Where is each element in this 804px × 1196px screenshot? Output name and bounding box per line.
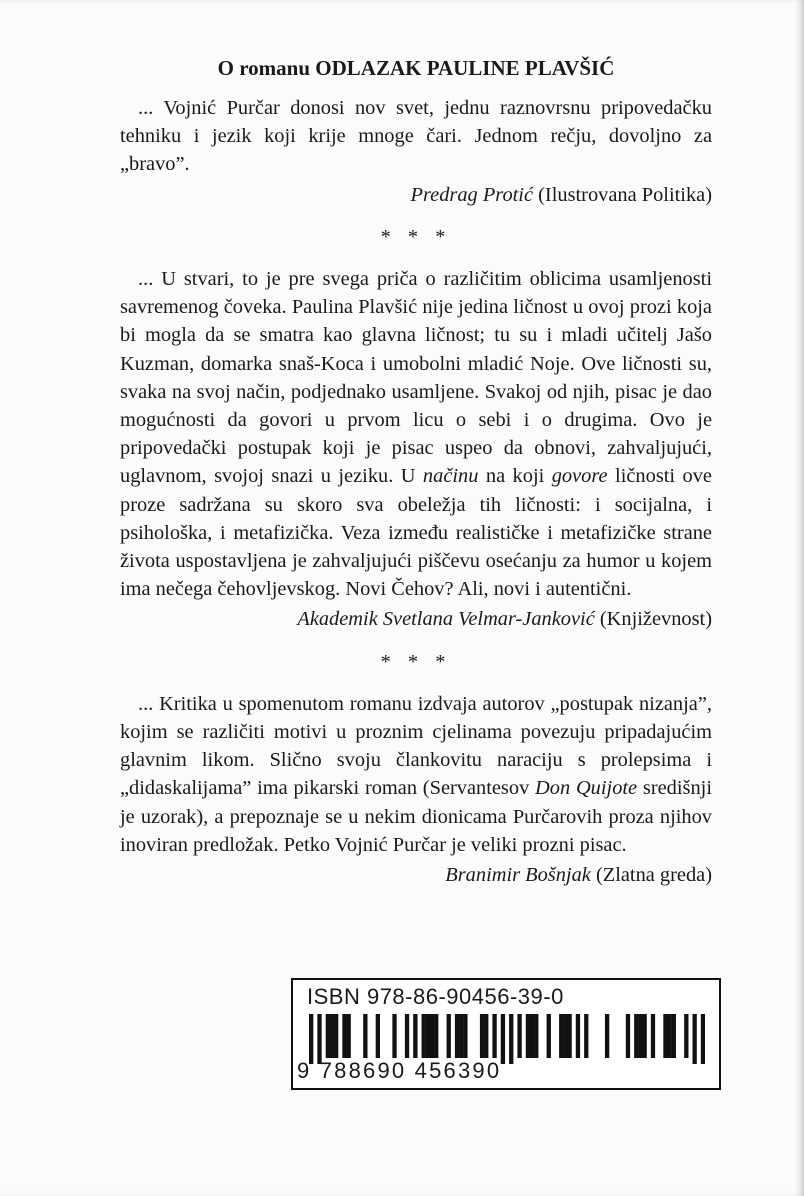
- review-author-3: Branimir Bošnjak: [445, 864, 591, 887]
- barcode-bar: [405, 1014, 409, 1058]
- barcode-bar: [309, 1014, 313, 1064]
- barcode-bar: [605, 1014, 609, 1058]
- review-attribution-3: [120, 861, 712, 889]
- barcode-bar: [534, 1014, 538, 1058]
- review-author-1: Predrag Protić: [410, 183, 534, 206]
- barcode-bar: [547, 1014, 551, 1058]
- barcode-bar: [509, 1014, 513, 1064]
- section-separator-1: * * *: [380, 225, 452, 248]
- barcode-bar: [480, 1014, 484, 1058]
- barcode-bar: [413, 1014, 417, 1058]
- barcode-bar: [634, 1014, 638, 1058]
- review-attribution-1: [120, 181, 712, 209]
- barcode-bar: [447, 1014, 451, 1058]
- barcode-bar: [642, 1014, 646, 1058]
- barcode-bar: [651, 1014, 655, 1058]
- review-2-italic-a: načinu: [422, 465, 479, 488]
- isbn-label: ISBN 978-86-90456-39-0: [307, 984, 564, 1009]
- barcode-bar: [563, 1014, 567, 1058]
- barcode-bar: [455, 1014, 459, 1058]
- page-title: [120, 54, 712, 82]
- review-2-text-a: ... U stvari, to je pre svega priča o različitim oblicima usamljenosti savremenog čoveka. Paulina Plavšić nije jedina ličnost u ovoj prozi koja bi mogla da se smatra kao glavna ličnost; tu su i mladi učitelj Jašo Kuzman, domarka snaš-Koca i umobolni mladić Noje. Ove ličnosti su, svaka na svoj način, podjednako usamljene. Svakoj od njih, pisac je dao mogućnosti da govori u prvom licu o sebi i o drugima. Ovo je pripovedački postupak koji je pisac uspeo da obnovi, zahvaljujući, uglavnom, svojoj snazi u jeziku. U: [120, 268, 712, 488]
- barcode-bar: [667, 1014, 671, 1058]
- barcode-bar: [701, 1014, 705, 1064]
- barcode-bar: [347, 1014, 351, 1058]
- review-paragraph-2: [120, 265, 712, 603]
- barcode-bar: [672, 1014, 676, 1058]
- barcode-bar: [330, 1014, 334, 1058]
- barcode-bar: [426, 1014, 430, 1058]
- barcode-bar: [342, 1014, 346, 1058]
- barcode-bar: [663, 1014, 667, 1058]
- barcode-bar: [459, 1014, 463, 1058]
- barcode-bar: [526, 1014, 530, 1058]
- review-paragraph-3: [120, 690, 712, 859]
- review-source-3: (Zlatna greda): [595, 864, 712, 887]
- barcode-bar: [501, 1014, 505, 1064]
- review-2-text-c: ličnosti ove proze sadržana su skoro sva obeležja tih ličnosti: i socijalna, i psihološka, i metafizička. Veza između realističke i metafizičke strane života uspostavljena je zahvaljujući piščevu osećanju za humor u kojem ima nečega čehovljevskog. Novi Čehov? Ali, novi i autentični.: [120, 465, 712, 601]
- barcode-bar: [363, 1014, 367, 1058]
- barcode-bar: [692, 1014, 696, 1064]
- barcode-bar: [584, 1014, 588, 1058]
- barcode-bar: [684, 1014, 688, 1058]
- barcode-bar: [567, 1014, 571, 1058]
- barcode-bar: [484, 1014, 488, 1058]
- review-source-1: (Ilustrovana Politika): [538, 183, 712, 206]
- barcode-bar: [334, 1014, 338, 1058]
- barcode-bar: [492, 1014, 496, 1058]
- barcode-bar: [326, 1014, 330, 1058]
- barcode-bar: [430, 1014, 434, 1058]
- ean-digits: 9 788690 456390: [297, 1058, 502, 1083]
- section-separator-2: * * *: [380, 650, 452, 673]
- review-author-2: Akademik Svetlana Velmar-Janković: [297, 608, 595, 631]
- title-prefix: O romanu: [217, 56, 316, 80]
- barcode-bar: [517, 1014, 521, 1058]
- review-2-text-b: na koji: [478, 465, 552, 488]
- barcode-bar: [317, 1014, 321, 1064]
- barcode-bar: [463, 1014, 467, 1058]
- barcode-bar: [576, 1014, 580, 1058]
- review-paragraph-1: ... Vojnić Purčar donosi nov svet, jednu raznovrsnu pripovedačku tehniku i jezik koji krije mnoge čari. Jednom rečju, dovoljno za „bravo”.: [120, 97, 712, 176]
- review-3-text-a: ... Kritika u spomenutom romanu izdvaja autorov „postupak nizanja”, kojim se različiti motivi u proznim cjelinama povezuju pripadajućim glavnim likom. Slično svoju člankovitu naraciju s prolepsima i „didaskalijama” ima pikarski roman (Servantesov: [120, 692, 712, 800]
- review-3-text-b: središnji je uzorak), a prepoznaje se u nekim dionicama Purčarovih proza njihov inoviran predložak. Petko Vojnić Purčar je veliki prozni pisac.: [120, 777, 712, 856]
- barcode-bar: [434, 1014, 438, 1058]
- barcode-bar: [638, 1014, 642, 1058]
- barcode-bar: [626, 1014, 630, 1058]
- review-source-2: (Književnost): [599, 608, 712, 631]
- barcode-bar: [392, 1014, 396, 1058]
- barcode-bars: [309, 1014, 705, 1064]
- barcode-bar: [422, 1014, 426, 1058]
- blurb-column: [120, 54, 712, 889]
- title-novel-name: ODLAZAK PAULINE PLAVŠIĆ: [315, 56, 615, 80]
- barcode-bar: [559, 1014, 563, 1058]
- review-3-italic: Don Quijote: [535, 777, 638, 800]
- review-2-italic-b: govore: [551, 465, 608, 488]
- isbn-barcode: [291, 978, 721, 1090]
- review-attribution-2: [120, 605, 712, 633]
- barcode-bar: [530, 1014, 534, 1058]
- barcode-bar: [376, 1014, 380, 1058]
